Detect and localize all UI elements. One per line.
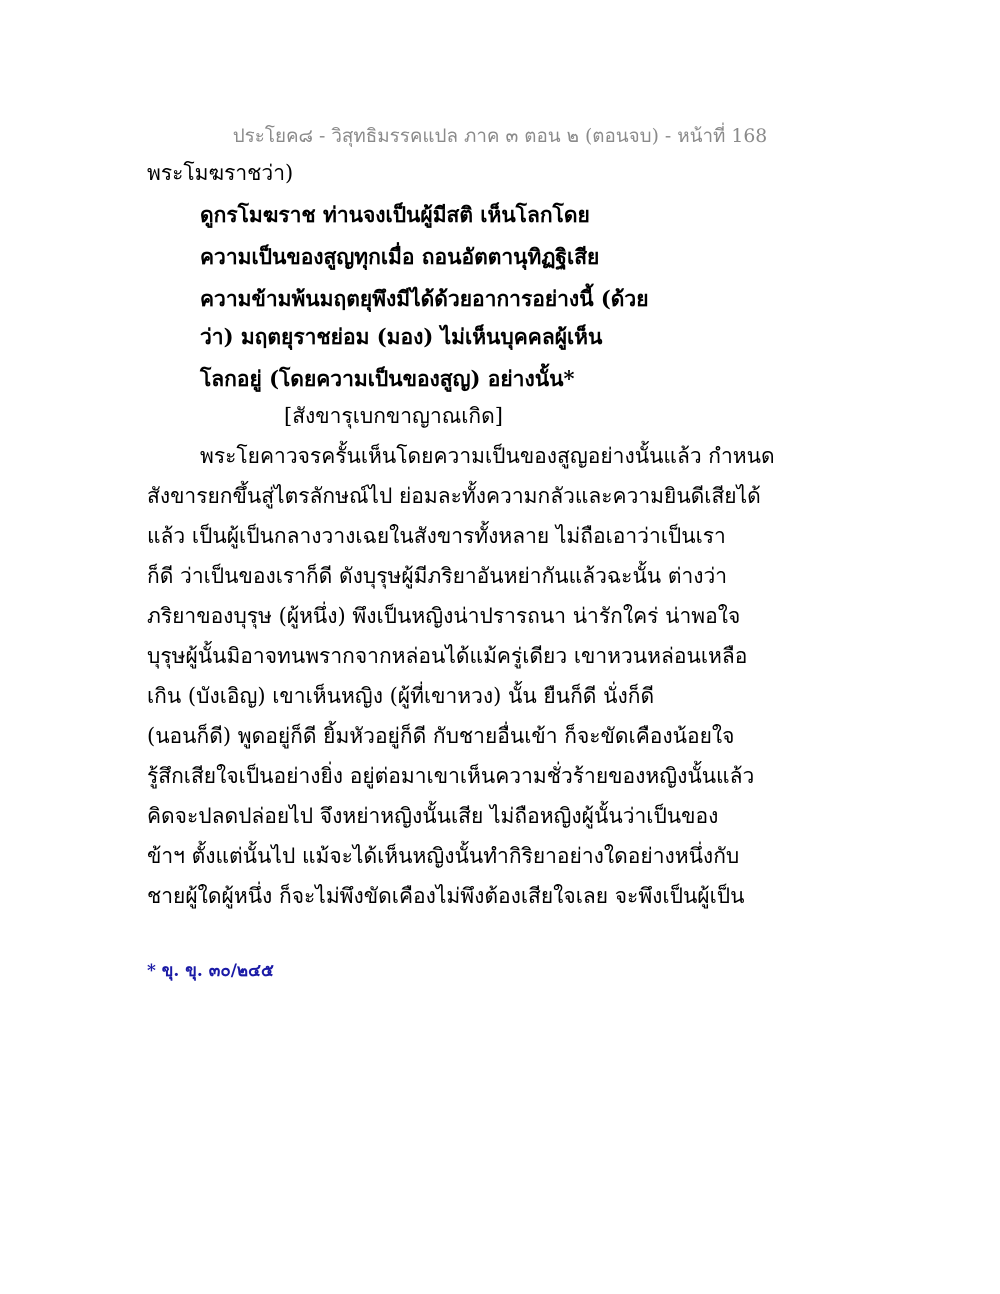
verse-line: ความเป็นของสูญทุกเมื่อ ถอนอัตตานุทิฏฐิเสีย (200, 244, 600, 269)
verse-line: ว่า) มฤตยุราชย่อม (มอง) ไม่เห็นบุคคลผู้เห็น (200, 324, 603, 349)
verse-line: ความข้ามพ้นมฤตยุพึงมีได้ด้วยอาการอย่างนี้ (ด้วย (200, 286, 649, 311)
body-line: คิดจะปลดปล่อยไป จึงหย่าหญิงนั้นเสีย ไม่ถือหญิงผู้นั้นว่าเป็นของ (147, 804, 719, 828)
body-line: ข้าฯ ตั้งแต่นั้นไป แม้จะได้เห็นหญิงนั้นทำกิริยาอย่างใดอย่างหนึ่งกับ (147, 844, 740, 868)
body-line: รู้สึกเสียใจเป็นอย่างยิ่ง อยู่ต่อมาเขาเห็นความชั่วร้ายของหญิงนั้นแล้ว (147, 764, 755, 788)
intro-line: พระโมฆราชว่า) (147, 161, 294, 185)
body-line: ชายผู้ใดผู้หนึ่ง ก็จะไม่พึงขัดเคืองไม่พึงต้องเสียใจเลย จะพึงเป็นผู้เป็น (147, 884, 745, 908)
footnote: * ขุ. ขุ. ๓๐/๒๔๕ (147, 961, 274, 981)
body-line: แล้ว เป็นผู้เป็นกลางวางเฉยในสังขารทั้งหลาย ไม่ถือเอาว่าเป็นเรา (147, 524, 726, 548)
section-heading: [สังขารุเบกขาญาณเกิด] (284, 404, 503, 428)
body-line: ภริยาของบุรุษ (ผู้หนึ่ง) พึงเป็นหญิงน่าปรารถนา น่ารักใคร่ น่าพอใจ (147, 604, 741, 628)
body-line: สังขารยกขึ้นสู่ไตรลักษณ์ไป ย่อมละทั้งความกลัวและความยินดีเสียได้ (147, 484, 761, 508)
page-header: ประโยค๘ - วิสุทธิมรรคแปล ภาค ๓ ตอน ๒ (ตอนจบ) - หน้าที่ 168 (232, 126, 768, 147)
body-line: พระโยคาวจรครั้นเห็นโดยความเป็นของสูญอย่างนั้นแล้ว กำหนด (200, 444, 775, 468)
body-line: บุรุษผู้นั้นมิอาจทนพรากจากหล่อนได้แม้ครู่เดียว เขาหวนหล่อนเหลือ (147, 644, 748, 668)
verse-line: โลกอยู่ (โดยความเป็นของสูญ) อย่างนั้น* (200, 366, 575, 391)
body-line: เกิน (บังเอิญ) เขาเห็นหญิง (ผู้ที่เขาหวง) นั้น ยืนก็ดี นั่งก็ดี (147, 684, 655, 708)
body-line: ก็ดี ว่าเป็นของเราก็ดี ดังบุรุษผู้มีภริยาอันหย่ากันแล้วฉะนั้น ต่างว่า (147, 564, 728, 588)
verse-line: ดูกรโมฆราช ท่านจงเป็นผู้มีสติ เห็นโลกโดย (200, 202, 590, 227)
body-line: (นอนก็ดี) พูดอยู่ก็ดี ยิ้มหัวอยู่ก็ดี กับชายอื่นเข้า ก็จะขัดเคืองน้อยใจ (147, 724, 735, 748)
